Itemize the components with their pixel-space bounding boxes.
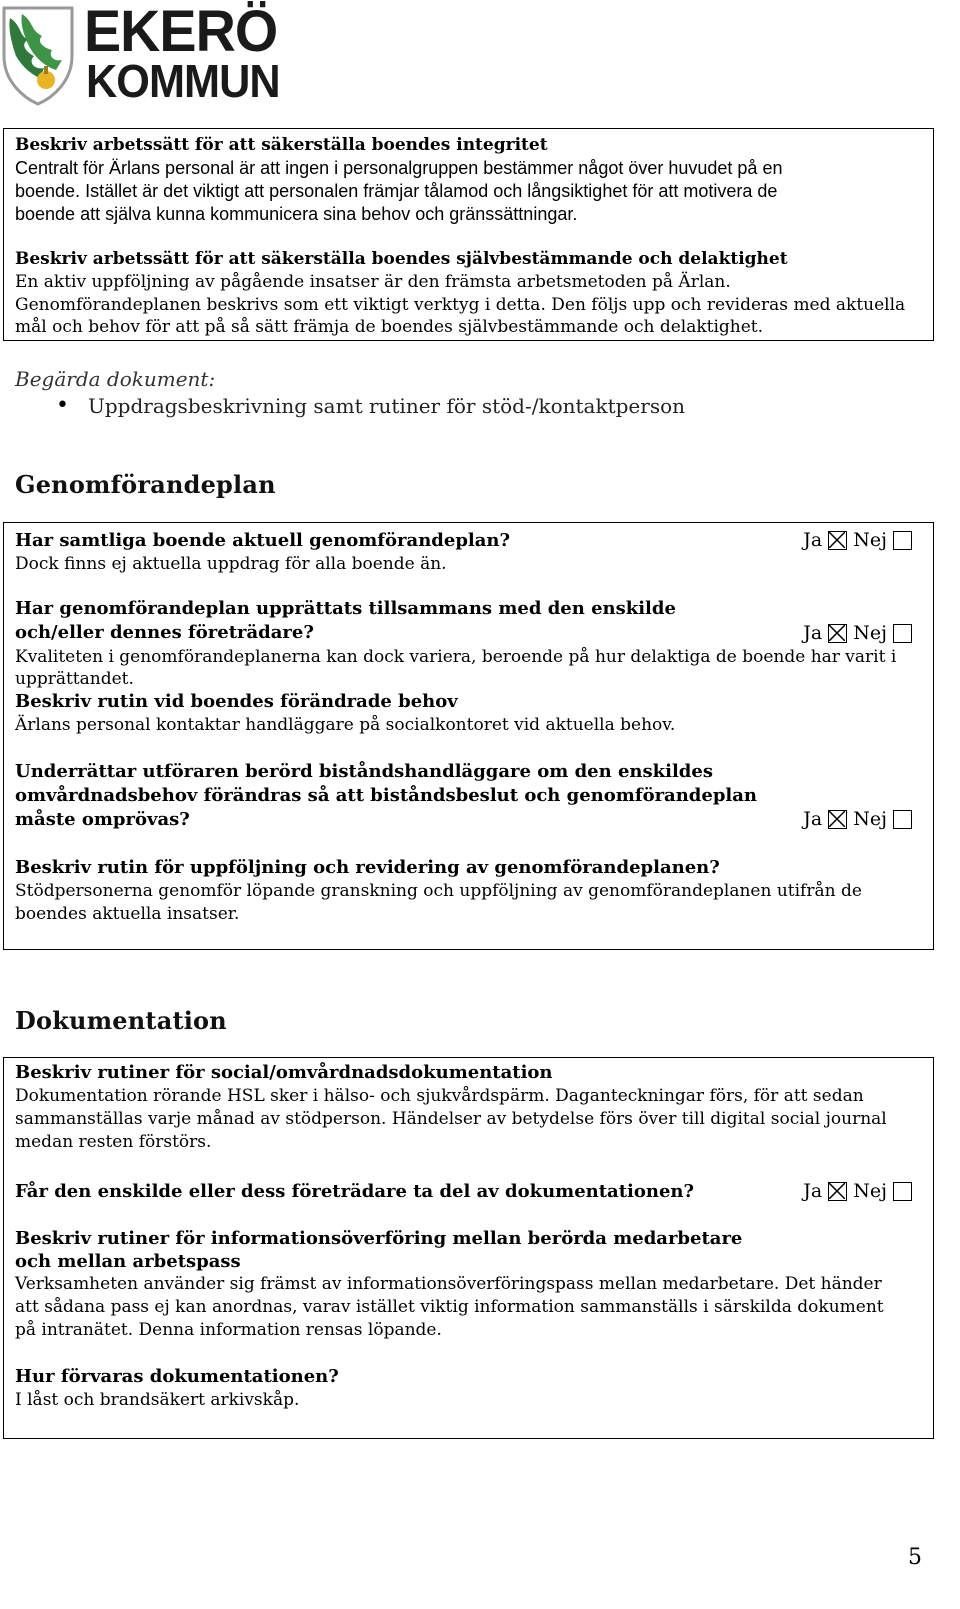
logo-text-ekero: EKERÖ xyxy=(84,0,278,64)
yes-checkbox[interactable] xyxy=(828,624,847,643)
answer-plan-together-line: Kvaliteten i genomförandeplanerna kan dock variera, beroende på hur delaktiga de boende har varit i xyxy=(15,647,897,667)
question-plan-together: Har genomförandeplan upprättats tillsammans med den enskilde xyxy=(15,598,676,619)
answer-follow-up-routine-line: boendes aktuella insatser. xyxy=(15,904,240,924)
section-heading-genomforandeplan: Genomförandeplan xyxy=(15,470,276,499)
integrity-question: Beskriv arbetssätt för att säkerställa boendes integritet xyxy=(15,135,548,155)
no-label: Nej xyxy=(853,529,887,551)
self-determination-question: Beskriv arbetssätt för att säkerställa boendes självbestämmande och delaktighet xyxy=(15,249,788,269)
question-follow-up-routine: Beskriv rutin för uppföljning och revidering av genomförandeplanen? xyxy=(15,857,720,878)
bullet-icon: • xyxy=(56,393,69,418)
question-notify-administrator: Underrättar utföraren berörd biståndshandläggare om den enskildes xyxy=(15,761,713,782)
answer-changed-needs: Ärlans personal kontaktar handläggare på socialkontoret vid aktuella behov. xyxy=(15,715,676,735)
yes-checkbox[interactable] xyxy=(828,810,847,829)
no-checkbox[interactable] xyxy=(893,810,912,829)
no-label: Nej xyxy=(853,808,887,830)
yes-label: Ja xyxy=(803,808,823,830)
answer-documentation-routines-line: medan resten förstörs. xyxy=(15,1132,212,1152)
answer-documentation-routines-line: sammanställas varje månad av stödperson. Händelser av betydelse förs över till digital social journal xyxy=(15,1109,887,1129)
no-label: Nej xyxy=(853,622,887,644)
answer-documentation-routines-line: Dokumentation rörande HSL sker i hälso- och sjukvårdspärm. Daganteckningar förs, för att sedan xyxy=(15,1086,864,1106)
integrity-answer-line: boende. Istället är det viktigt att personalen främjar tålamod och långsiktighet för att motivera de xyxy=(15,181,778,201)
logo xyxy=(0,0,280,110)
answer-information-transfer-line: på intranätet. Denna information rensas löpande. xyxy=(15,1320,442,1340)
answer-storage: I låst och brandsäkert arkivskåp. xyxy=(15,1390,300,1410)
question-changed-needs: Beskriv rutin vid boendes förändrade behov xyxy=(15,691,458,712)
question-access-documentation: Får den enskilde eller dess företrädare ta del av dokumentationen? xyxy=(15,1181,695,1202)
page-number: 5 xyxy=(908,1545,922,1570)
yes-no-checkbox-group xyxy=(803,1180,918,1202)
logo-text-kommun: KOMMUN xyxy=(86,55,280,107)
answer-follow-up-routine-line: Stödpersonerna genomför löpande granskning och uppföljning av genomförandeplanen utifrån de xyxy=(15,881,862,901)
requested-document-item: Uppdragsbeskrivning samt rutiner för stöd-/kontaktperson xyxy=(88,394,686,418)
question-information-transfer: och mellan arbetspass xyxy=(15,1251,241,1272)
requested-documents-label: Begärda dokument: xyxy=(15,367,216,391)
self-determination-answer-line: mål och behov för att på så sätt främja de boendes självbestämmande och delaktighet. xyxy=(15,317,764,337)
answer-information-transfer-line: att sådana pass ej kan anordnas, varav istället viktig information sammanställs i särskilda dokument xyxy=(15,1297,884,1317)
no-label: Nej xyxy=(853,1180,887,1202)
question-notify-administrator: omvårdnadsbehov förändras så att biståndsbeslut och genomförandeplan xyxy=(15,785,758,806)
no-checkbox[interactable] xyxy=(893,1182,912,1201)
question-current-plan: Har samtliga boende aktuell genomförandeplan? xyxy=(15,530,511,551)
question-plan-together: och/eller dennes företrädare? xyxy=(15,622,314,643)
yes-checkbox[interactable] xyxy=(828,531,847,550)
question-information-transfer: Beskriv rutiner för informationsöverföring mellan berörda medarbetare xyxy=(15,1228,743,1249)
yes-no-checkbox-group xyxy=(803,808,918,830)
answer-current-plan: Dock finns ej aktuella uppdrag för alla boende än. xyxy=(15,554,447,574)
shield-emblem-icon xyxy=(0,4,76,106)
answer-information-transfer-line: Verksamheten använder sig främst av informationsöverföringspass mellan medarbetare. Det händer xyxy=(15,1274,882,1294)
question-notify-administrator: måste omprövas? xyxy=(15,809,190,830)
yes-label: Ja xyxy=(803,529,823,551)
self-determination-answer-line: Genomförandeplanen beskrivs som ett viktigt verktyg i detta. Den följs upp och revideras med aktuella xyxy=(15,295,906,315)
question-documentation-routines: Beskriv rutiner för social/omvårdnadsdokumentation xyxy=(15,1062,553,1083)
yes-label: Ja xyxy=(803,622,823,644)
section-heading-dokumentation: Dokumentation xyxy=(15,1006,227,1035)
integrity-answer-line: Centralt för Ärlans personal är att ingen i personalgruppen bestämmer något över huvudet på en xyxy=(15,158,783,178)
question-storage: Hur förvaras dokumentationen? xyxy=(15,1366,339,1387)
no-checkbox[interactable] xyxy=(893,624,912,643)
answer-plan-together-line: upprättandet. xyxy=(15,669,134,689)
yes-label: Ja xyxy=(803,1180,823,1202)
no-checkbox[interactable] xyxy=(893,531,912,550)
yes-no-checkbox-group xyxy=(803,622,918,644)
yes-no-checkbox-group xyxy=(803,529,918,551)
yes-checkbox[interactable] xyxy=(828,1182,847,1201)
self-determination-answer-line: En aktiv uppföljning av pågående insatser är den främsta arbetsmetoden på Ärlan. xyxy=(15,272,731,292)
integrity-answer-line: boende att själva kunna kommunicera sina behov och gränssättningar. xyxy=(15,204,578,224)
